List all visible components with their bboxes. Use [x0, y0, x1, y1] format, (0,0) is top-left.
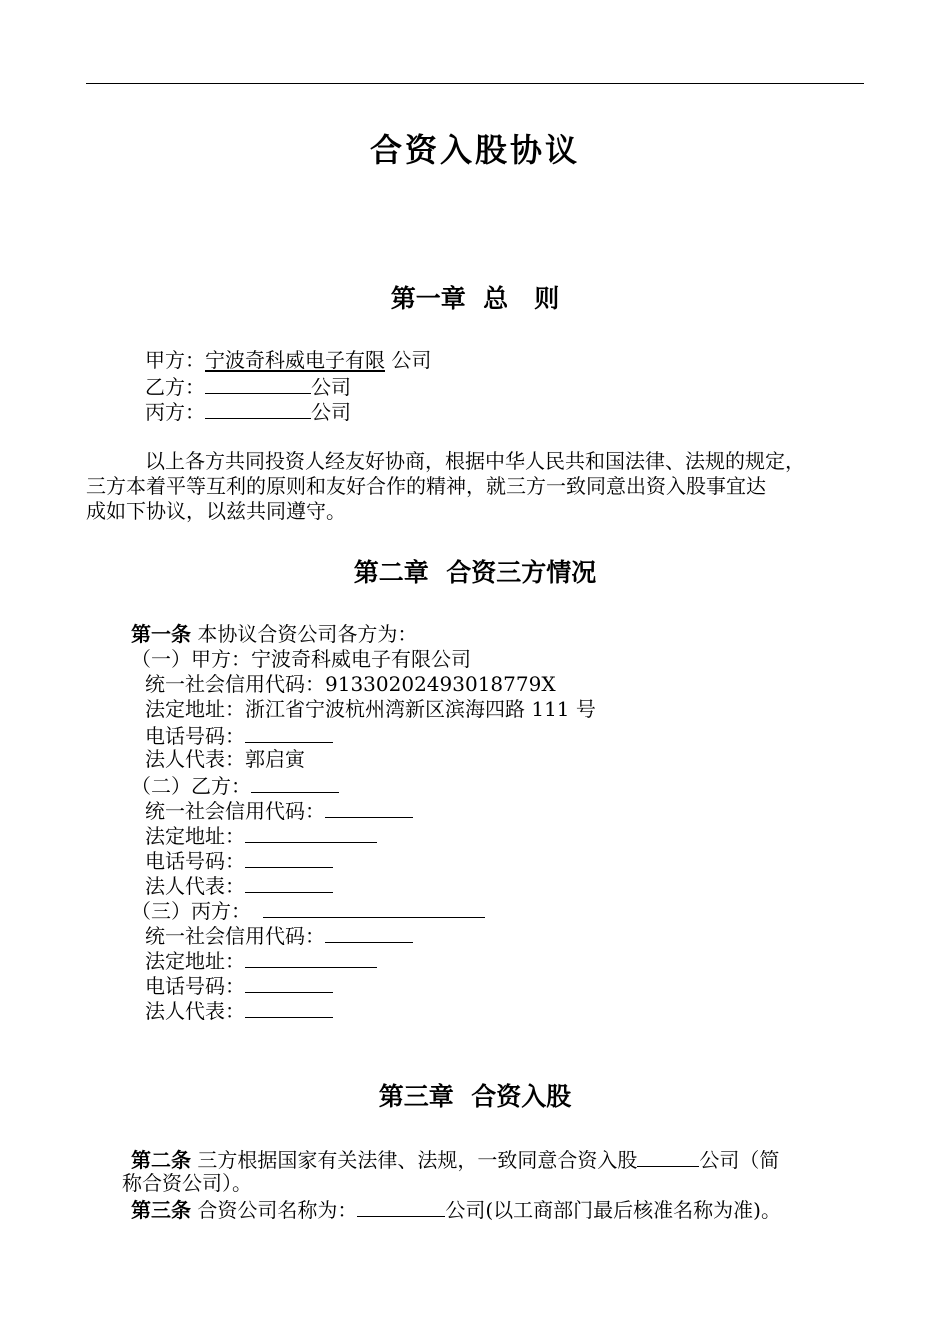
intro-line-1: 以上各方共同投资人经友好协商，根据中华人民共和国法律、法规的规定， — [145, 449, 805, 473]
party-a-suffix: 公司 — [385, 348, 432, 372]
party-b-phone-blank[interactable] — [245, 847, 333, 868]
party-b-address-label: 法定地址： — [145, 824, 245, 848]
chapter-2-heading: 第二章 合资三方情况 — [353, 558, 597, 587]
party-a-phone-label: 电话号码： — [145, 724, 245, 748]
party-c-name-blank[interactable] — [263, 897, 485, 918]
party-b-rep-label: 法人代表： — [145, 874, 245, 898]
party-a-credit-code: 统一社会信用代码：91330202493018779X — [145, 672, 556, 696]
article-3-text-a: 合资公司名称为： — [191, 1198, 358, 1222]
article-3-line — [131, 1196, 781, 1223]
party-c-credit-blank[interactable] — [325, 922, 413, 943]
document-title: 合资入股协议 — [369, 131, 580, 169]
party-a-address: 法定地址：浙江省宁波杭州湾新区滨海四路 111 号 — [145, 697, 596, 721]
party-c-line — [145, 398, 351, 425]
article-2-label: 第二条 — [131, 1148, 191, 1172]
article-2-line-1 — [131, 1146, 779, 1173]
party-c-address-blank[interactable] — [245, 947, 377, 968]
party-b-blank[interactable] — [205, 373, 311, 394]
party-c-credit-line — [145, 922, 413, 949]
party-b-credit-line — [145, 797, 413, 824]
party-b-rep-blank[interactable] — [245, 872, 333, 893]
party-c-phone-line — [145, 972, 333, 999]
header-rule — [86, 83, 864, 84]
chapter-1-heading: 第一章 总 则 — [390, 284, 560, 313]
party-b-suffix: 公司 — [311, 375, 351, 399]
party-b-header: （二）乙方： — [131, 774, 251, 798]
party-b-credit-label: 统一社会信用代码： — [145, 799, 325, 823]
party-c-phone-blank[interactable] — [245, 972, 333, 993]
intro-line-2: 三方本着平等互利的原则和友好合作的精神，就三方一致同意出资入股事宜达 — [86, 474, 766, 498]
party-a-line — [145, 348, 431, 373]
party-b-credit-blank[interactable] — [325, 797, 413, 818]
article-2-line-2: 称合资公司）。 — [122, 1171, 252, 1195]
article-2-text-a: 三方根据国家有关法律、法规，一致同意合资入股 — [191, 1148, 638, 1172]
article-1-line — [131, 622, 417, 647]
party-c-blank[interactable] — [205, 398, 311, 419]
article-3-label: 第三条 — [131, 1198, 191, 1222]
party-a-header: （一）甲方：宁波奇科威电子有限公司 — [131, 647, 471, 671]
party-a-label: 甲方： — [145, 348, 205, 372]
intro-line-3: 成如下协议，以兹共同遵守。 — [86, 499, 346, 523]
article-3-name-blank[interactable] — [357, 1196, 445, 1217]
party-c-address-label: 法定地址： — [145, 949, 245, 973]
article-1-text: 本协议合资公司各方为： — [191, 622, 418, 646]
chapter-3-heading: 第三章 合资入股 — [378, 1082, 572, 1111]
article-3-text-b: 公司(以工商部门最后核准名称为准)。 — [445, 1198, 781, 1222]
party-b-header-line — [131, 772, 339, 799]
party-c-suffix: 公司 — [311, 400, 351, 424]
article-2-company-blank[interactable] — [637, 1146, 699, 1167]
party-b-line — [145, 373, 351, 400]
party-c-label: 丙方： — [145, 400, 205, 424]
article-1-label: 第一条 — [131, 622, 191, 646]
party-c-header: （三）丙方： — [131, 899, 251, 923]
party-b-address-blank[interactable] — [245, 822, 377, 843]
party-c-address-line — [145, 947, 377, 974]
party-c-rep-blank[interactable] — [245, 997, 333, 1018]
party-b-label: 乙方： — [145, 375, 205, 399]
party-c-rep-label: 法人代表： — [145, 999, 245, 1023]
article-2-text-b: 公司（简 — [699, 1148, 780, 1172]
party-b-rep-line — [145, 872, 333, 899]
party-a-phone-line — [145, 722, 333, 749]
party-b-address-line — [145, 822, 377, 849]
party-c-rep-line — [145, 997, 333, 1024]
party-c-header-line — [131, 897, 485, 924]
party-b-phone-line — [145, 847, 333, 874]
party-c-phone-label: 电话号码： — [145, 974, 245, 998]
party-a-name: 宁波奇科威电子有限 — [205, 348, 385, 372]
party-b-phone-label: 电话号码： — [145, 849, 245, 873]
party-b-name-blank[interactable] — [251, 772, 339, 793]
party-c-credit-label: 统一社会信用代码： — [145, 924, 325, 948]
party-a-phone-blank[interactable] — [245, 722, 333, 743]
party-a-rep: 法人代表：郭启寅 — [145, 747, 305, 771]
